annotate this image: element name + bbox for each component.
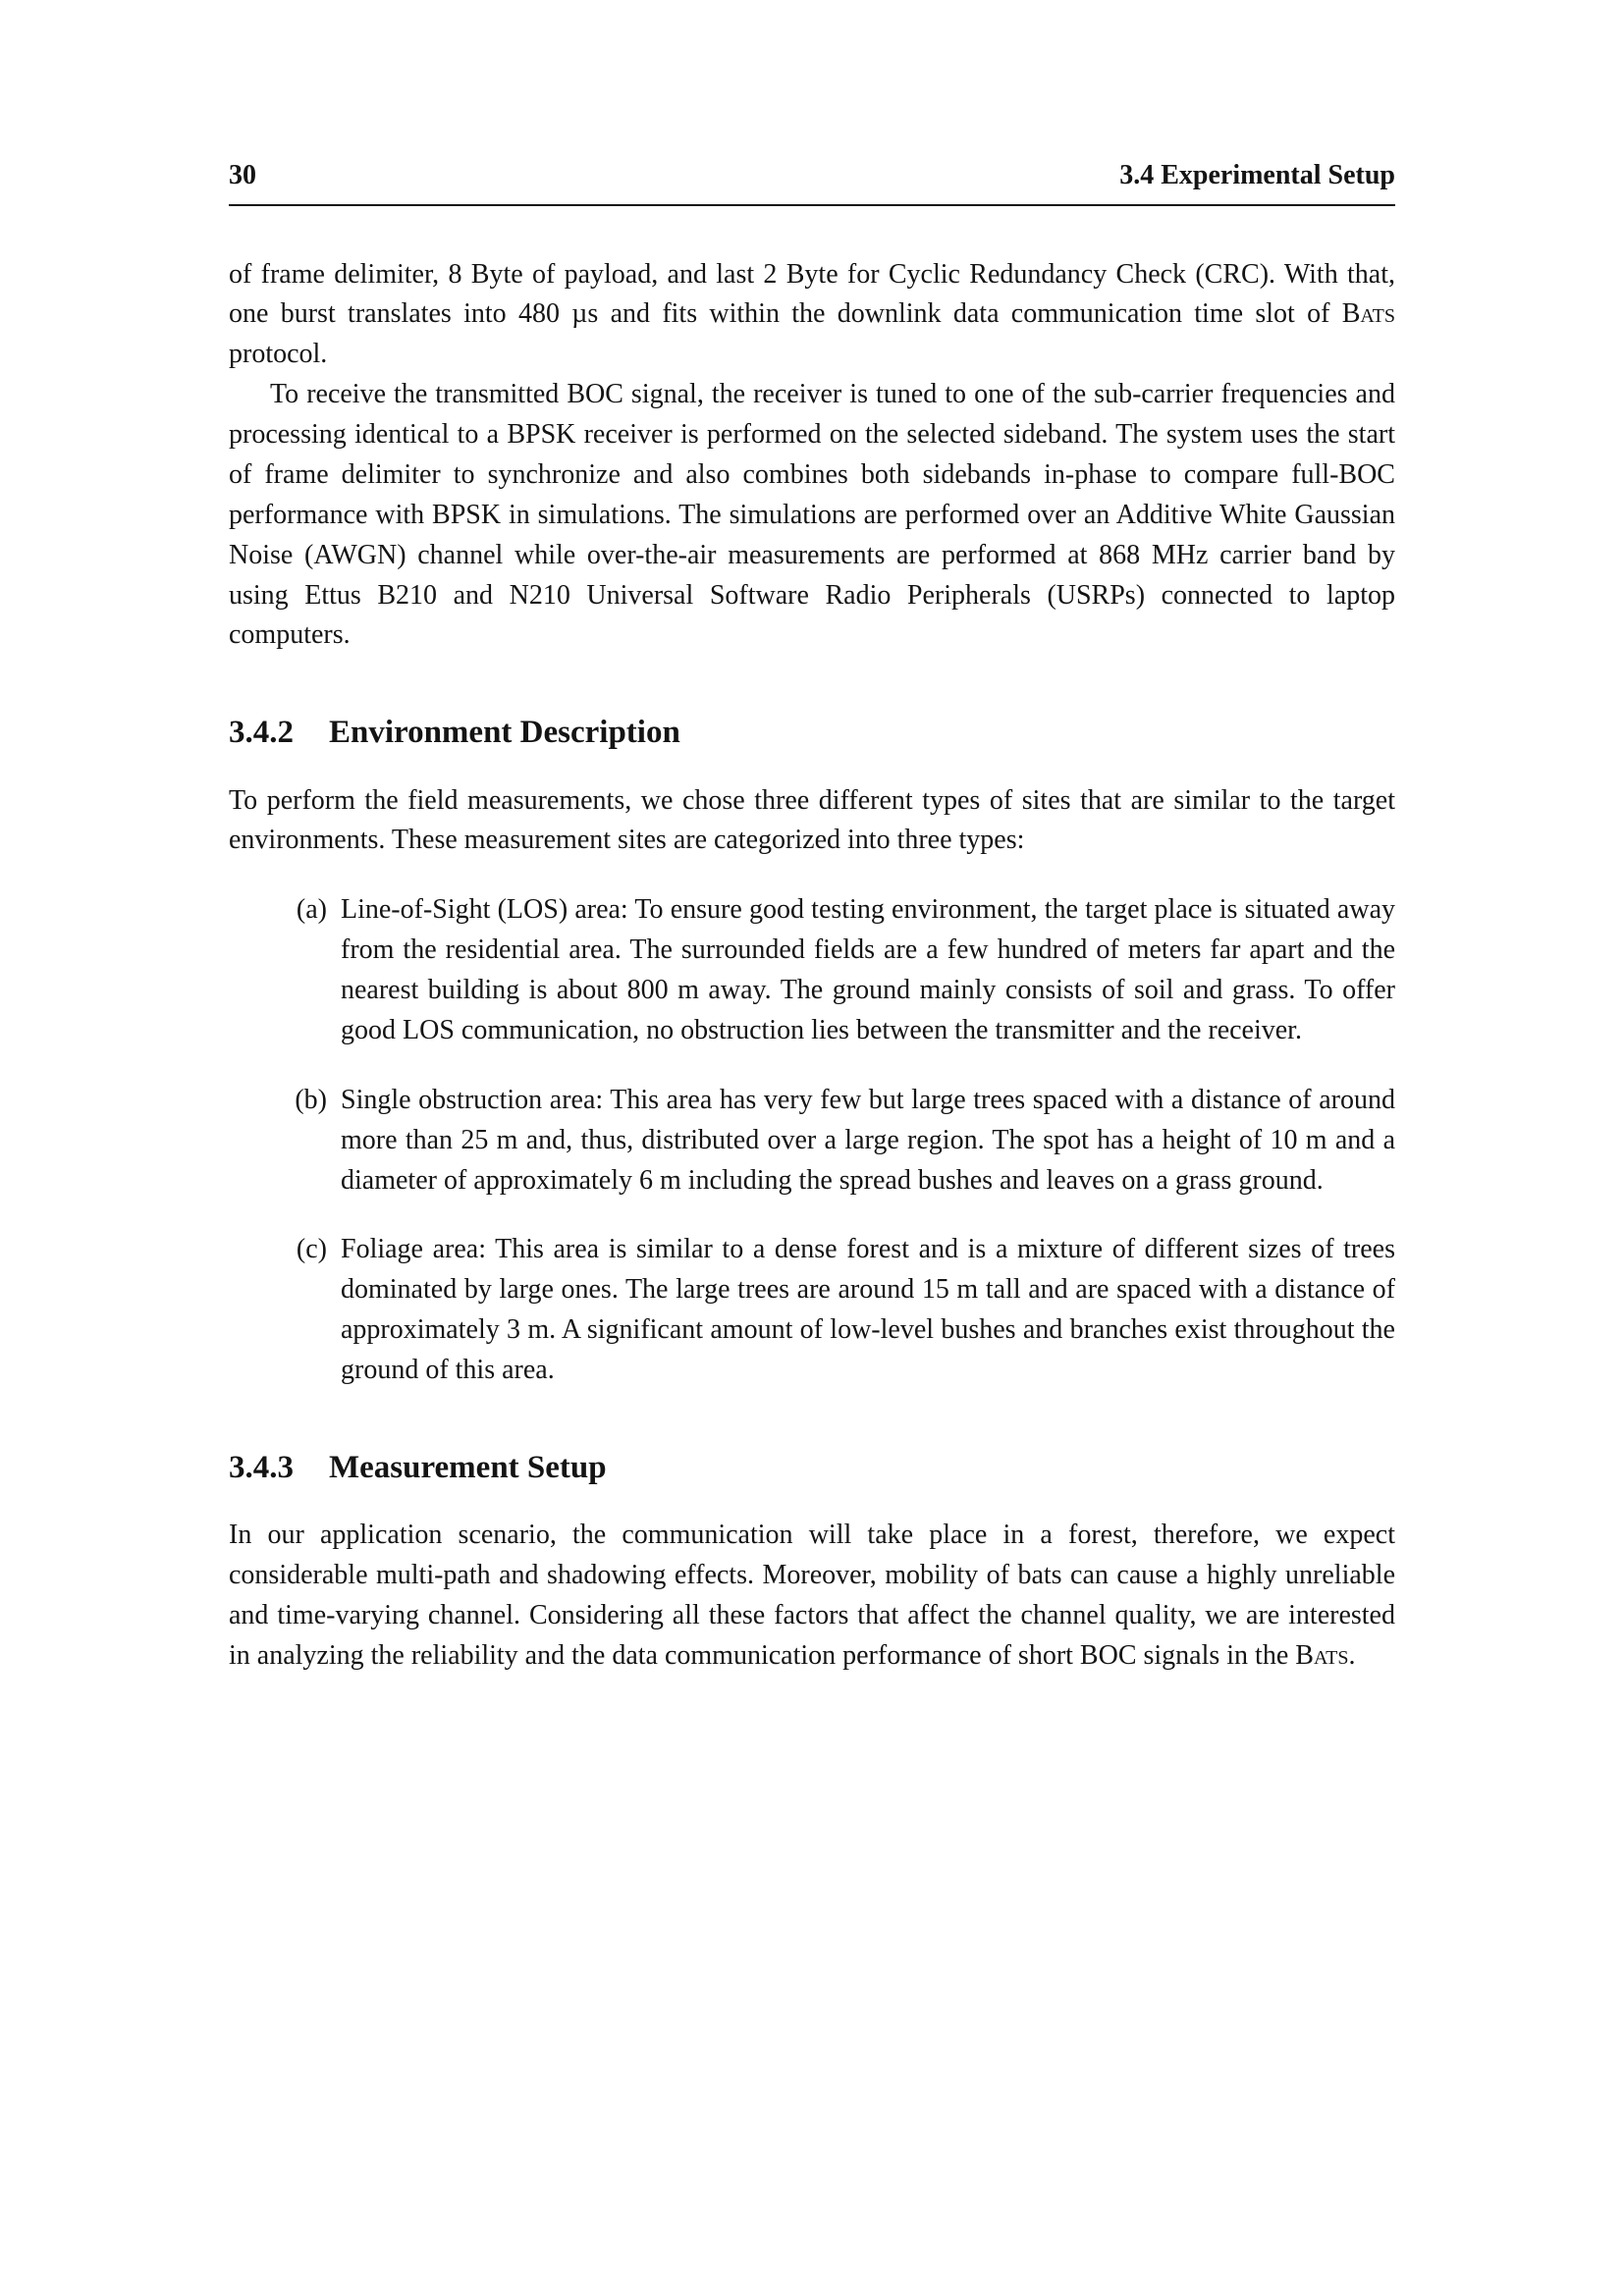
list-item-text: Single obstruction area: This area has very few but large trees spaced with a distance of around more than 25 m and, thus, distributed over a large region. The spot has a height of 10 m and a diameter of approximately 6 m including the spread bushes and leaves on a grass ground. [341, 1084, 1395, 1196]
section-number: 3.4.3 [229, 1449, 294, 1485]
list-item-text: Foliage area: This area is similar to a dense forest and is a mixture of different sizes of trees dominated by large ones. The large trees are around 15 m tall and are spaced with a distance of approximately 3 m. A significant amount of low-level bushes and branches exist throughout the ground of this area. [341, 1234, 1395, 1386]
paragraph-text: In our application scenario, the communication will take place in a forest, therefore, we expect considerable multi-path and shadowing effects. Moreover, mobility of bats can cause a highly unreliable and time-varying channel. Considering all these factors that affect the channel quality, we are interested in analyzing the reliability and the data communication performance of short BOC signals in the [229, 1520, 1395, 1671]
section-number: 3.4.2 [229, 715, 294, 751]
paragraph-text: . [1348, 1639, 1356, 1671]
list-item-foliage-area [229, 1230, 1395, 1391]
site-type-list [229, 890, 1395, 1391]
paragraph-frame-delimiter [229, 255, 1395, 376]
paragraph-environment-intro: To perform the field measurements, we chose three different types of sites that are similar to the target environments. These measurement sites are categorized into three types: [229, 784, 1395, 856]
content-column [229, 159, 1395, 1677]
section-heading-environment-description [229, 713, 1395, 753]
list-item-label: (b) [295, 1084, 327, 1115]
paragraph-text: of frame delimiter, 8 Byte of payload, and last 2 Byte for Cyclic Redundancy Check (CRC). With that, one burst translates into 480 µs and fits within the downlink data communication time slot of [229, 258, 1395, 330]
running-header-row [229, 159, 1395, 192]
list-item-single-obstruction-area [229, 1081, 1395, 1201]
paragraph-text: protocol. [229, 339, 328, 370]
list-item-label: (a) [296, 894, 327, 926]
smallcaps-bats: Bats [1295, 1639, 1349, 1671]
section-title: Measurement Setup [329, 1449, 607, 1485]
smallcaps-bats: Bats [1341, 298, 1395, 330]
page-body [229, 255, 1395, 1677]
list-item-label: (c) [296, 1234, 327, 1265]
header-rule [229, 204, 1395, 206]
list-item-text: Line-of-Sight (LOS) area: To ensure good testing environment, the target place is situated away from the residential area. The surrounded fields are a few hundred of meters far apart and the nearest building is about 800 m away. The ground mainly consists of soil and grass. To offer good LOS communication, no obstruction lies between the transmitter and the receiver. [341, 894, 1395, 1045]
section-heading-measurement-setup [229, 1448, 1395, 1488]
paragraph-measurement-setup [229, 1516, 1395, 1677]
list-item-los-area [229, 890, 1395, 1051]
running-section-title: 3.4 Experimental Setup [1119, 160, 1395, 190]
page-number: 30 [229, 160, 256, 190]
running-header [229, 159, 1395, 206]
section-title: Environment Description [329, 715, 680, 751]
paragraph-receiver: To receive the transmitted BOC signal, the receiver is tuned to one of the sub-carrier frequencies and processing identical to a BPSK receiver is performed on the selected sideband. The system uses the start of frame delimiter to synchronize and also combines both sidebands in-phase to compare full-BOC performance with BPSK in simulations. The simulations are performed over an Additive White Gaussian Noise (AWGN) channel while over-the-air measurements are performed at 868 MHz carrier band by using Ettus B210 and N210 Universal Software Radio Peripherals (USRPs) connected to laptop computers. [229, 379, 1395, 651]
